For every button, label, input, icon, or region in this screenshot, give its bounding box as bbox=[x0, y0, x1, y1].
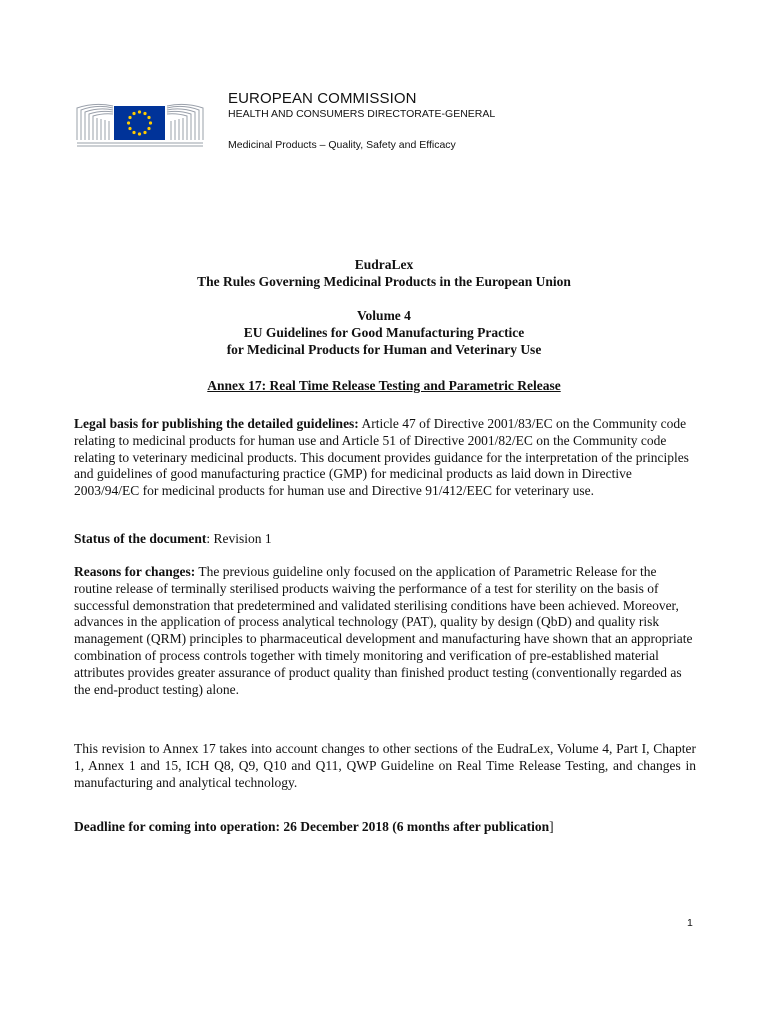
legal-basis-paragraph bbox=[74, 416, 696, 500]
status-text: : Revision 1 bbox=[206, 531, 272, 546]
title-scope: for Medicinal Products for Human and Veterinary Use bbox=[226, 342, 542, 357]
annex-title-text: Annex 17: Real Time Release Testing and Parametric Release bbox=[207, 378, 561, 393]
organization-name: EUROPEAN COMMISSION bbox=[228, 90, 417, 107]
title-eudralex: EudraLex bbox=[354, 257, 414, 272]
title-gmp: EU Guidelines for Good Manufacturing Practice bbox=[243, 325, 525, 340]
status-paragraph bbox=[74, 531, 696, 548]
page-number: 1 bbox=[687, 917, 693, 929]
status-label: Status of the document bbox=[74, 531, 207, 546]
title-rules: The Rules Governing Medicinal Products in the European Union bbox=[197, 274, 571, 289]
reasons-label: Reasons for changes: bbox=[74, 564, 196, 579]
unit-name: Medicinal Products – Quality, Safety and Efficacy bbox=[228, 139, 456, 151]
annex-title bbox=[0, 377, 768, 394]
eu-commission-logo-icon bbox=[75, 88, 205, 148]
directorate-name: HEALTH AND CONSUMERS DIRECTORATE-GENERAL bbox=[228, 108, 496, 120]
deadline-tail: ] bbox=[549, 819, 554, 834]
header-organization-block bbox=[228, 90, 495, 152]
legal-basis-text: Article 47 of Directive 2001/83/EC on the Community code relating to medicinal products for human use and Article 51 of Directive 2001/82/EC on the Community code relating to veterinary medicinal products. This document provides guidance for the interpretation of the principles and guidelines of good manufacturing practice (GMP) for medicinal products as laid down in Directive 2003/94/EC for medicinal products for human use and Directive 91/412/EEC for veterinary use. bbox=[74, 416, 689, 499]
revision-paragraph: This revision to Annex 17 takes into account changes to other sections of the EudraLex, Volume 4, Part I, Chapter 1, Annex 1 and 15, ICH Q8, Q9, Q10 and Q11, QWP Guideline on Real Time Release Testing, and changes in manufacturing and analytical technology. bbox=[74, 741, 696, 790]
document-title-block bbox=[0, 256, 768, 358]
deadline-label: Deadline for coming into operation: 26 December 2018 (6 months after publication bbox=[74, 819, 550, 834]
reasons-paragraph bbox=[74, 564, 696, 698]
reasons-text: The previous guideline only focused on the application of Parametric Release for the routine release of terminally sterilised products waiving the performance of a test for sterility on the basis of successful demonstration that predetermined and validated sterilising conditions have been achieved. Moreover, advances in the application of process analytical technology (PAT), quality by design (QbD) and quality risk management (QRM) principles to pharmaceutical development and manufacturing have shown that an appropriate combination of process controls together with timely monitoring and verification of pre-established material attributes provides greater assurance of product quality than finished product testing (conventionally regarded as the end-product testing) alone. bbox=[74, 564, 693, 697]
title-volume: Volume 4 bbox=[357, 308, 411, 323]
deadline-paragraph bbox=[74, 819, 696, 836]
legal-basis-label: Legal basis for publishing the detailed guidelines: bbox=[74, 416, 359, 431]
